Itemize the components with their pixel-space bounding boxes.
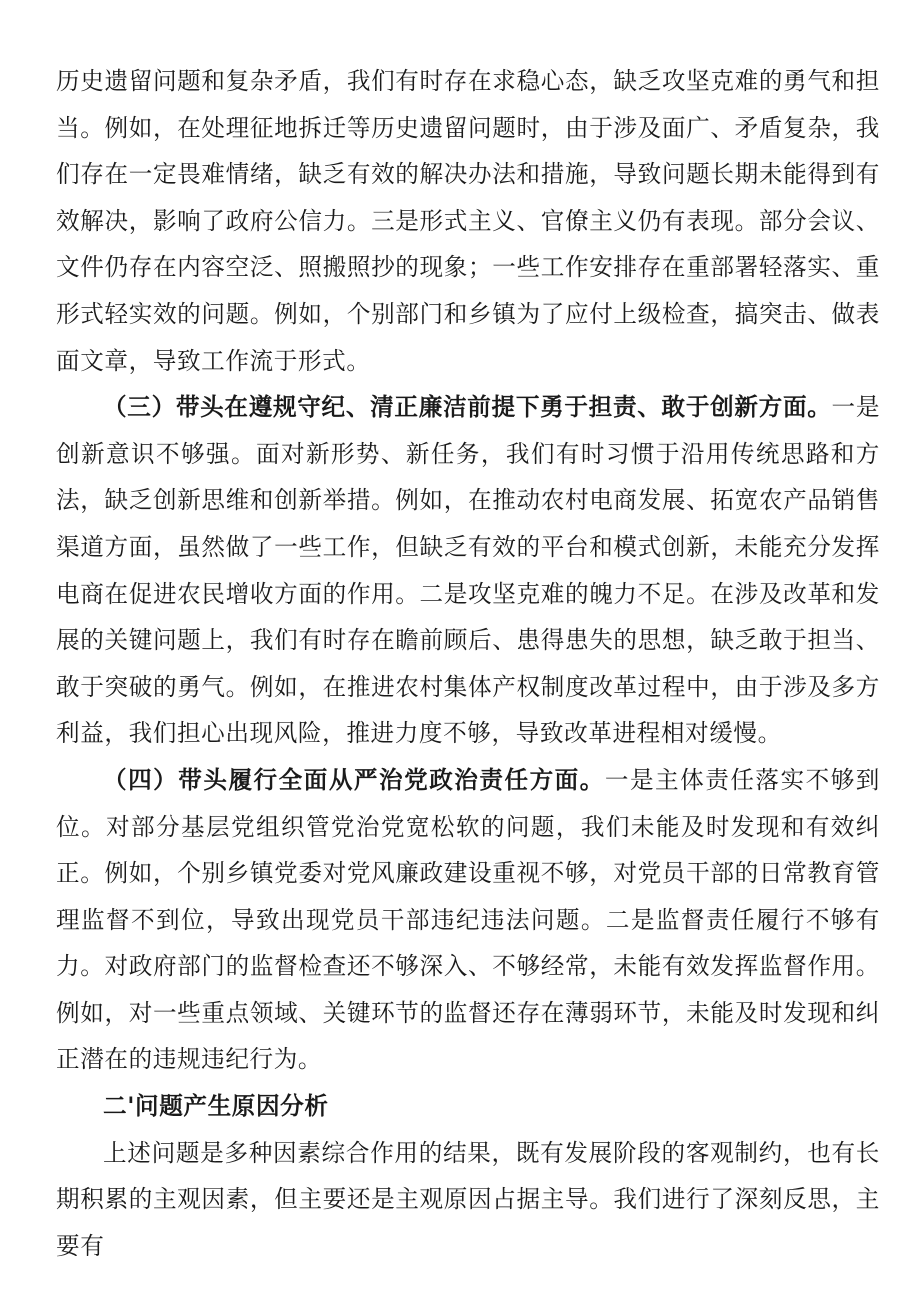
section-heading: 二'问题产生原因分析 bbox=[103, 1092, 329, 1121]
paragraph-continuation bbox=[56, 58, 880, 384]
paragraph-section-3 bbox=[56, 384, 880, 757]
paragraph-text: 历史遗留问题和复杂矛盾，我们有时存在求稳心态，缺乏攻坚克难的勇气和担当。例如，在处理征地拆迁等历史遗留问题时，由于涉及面广、矛盾复杂，我们存在一定畏难情绪，缺乏有效的解决办法和措施，导致问题长期未能得到有效解决，影响了政府公信力。三是形式主义、官僚主义仍有表现。部分会议、文件仍存在内容空泛、照搬照抄的现象；一些工作安排存在重部署轻落实、重形式轻实效的问题。例如，个别部门和乡镇为了应付上级检查，搞突击、做表面文章，导致工作流于形式。 bbox=[56, 67, 880, 375]
paragraph-text: 上述问题是多种因素综合作用的结果，既有发展阶段的客观制约，也有长期积累的主观因素，但主要还是主观原因占据主导。我们进行了深刻反思，主要有 bbox=[56, 1138, 880, 1260]
paragraph-section-4 bbox=[56, 757, 880, 1083]
paragraph-heading: （三）带头在遵规守纪、清正廉洁前提下勇于担责、敢于创新方面。 bbox=[103, 393, 832, 422]
paragraph-text: 一是创新意识不够强。面对新形势、新任务，我们有时习惯于沿用传统思路和方法，缺乏创新思维和创新举措。例如，在推动农村电商发展、拓宽农产品销售渠道方面，虽然做了一些工作，但缺乏有效的平台和模式创新，未能充分发挥电商在促进农民增收方面的作用。二是攻坚克难的魄力不足。在涉及改革和发展的关键问题上，我们有时存在瞻前顾后、患得患失的思想，缺乏敢于担当、敢于突破的勇气。例如，在推进农村集体产权制度改革过程中，由于涉及多方利益，我们担心出现风险，推进力度不够，导致改革进程相对缓慢。 bbox=[56, 393, 881, 748]
paragraph-text: 一是主体责任落实不够到位。对部分基层党组织管党治党宽松软的问题，我们未能及时发现和有效纠正。例如，个别乡镇党委对党风廉政建设重视不够，对党员干部的日常教育管理监督不到位，导致出现党员干部违纪违法问题。二是监督责任履行不够有力。对政府部门的监督检查还不够深入、不够经常，未能有效发挥监督作用。例如，对一些重点领域、关键环节的监督还存在薄弱环节，未能及时发现和纠正潜在的违规违纪行为。 bbox=[56, 765, 880, 1074]
paragraph-cause-analysis bbox=[56, 1130, 880, 1270]
paragraph-heading: （四）带头履行全面从严治党政治责任方面。 bbox=[103, 765, 605, 794]
